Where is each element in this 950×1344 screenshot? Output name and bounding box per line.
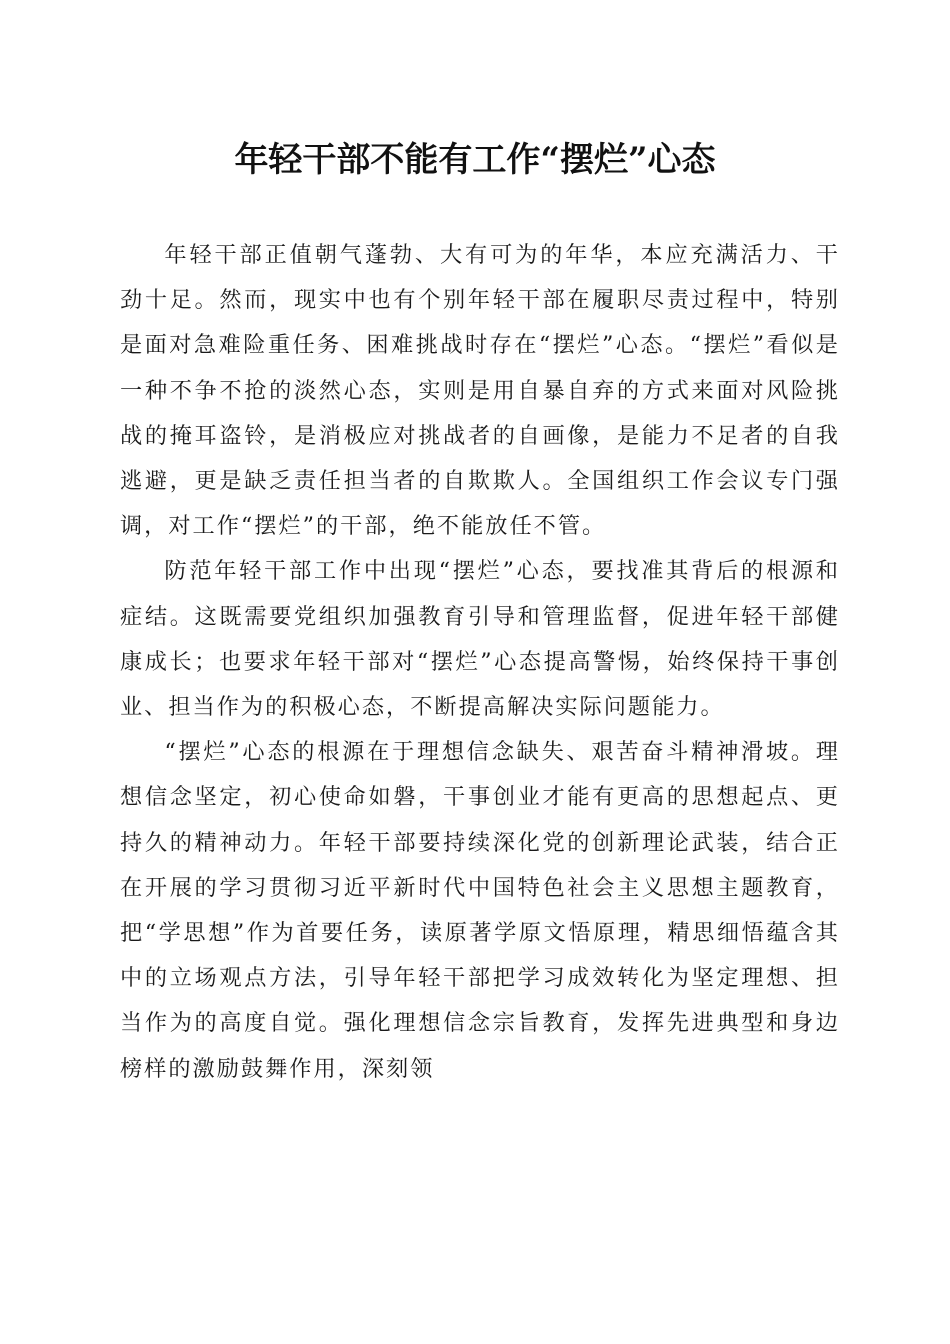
paragraph-1: 年轻干部正值朝气蓬勃、大有可为的年华，本应充满活力、干劲十足。然而，现实中也有个别年轻干部在履职尽责过程中，特别是面对急难险重任务、困难挑战时存在“摆烂”心态。“摆烂”看似是一种不争不抢的淡然心态，实则是用自暴自弃的方式来面对风险挑战的掩耳盗铃，是消极应对挑战者的自画像，是能力不足者的自我逃避，更是缺乏责任担当者的自欺欺人。全国组织工作会议专门强调，对工作“摆烂”的干部，绝不能放任不管。 <box>120 242 840 540</box>
document-body <box>120 233 840 1092</box>
paragraph-2: 防范年轻干部工作中出现“摆烂”心态，要找准其背后的根源和症结。这既需要党组织加强教育引导和管理监督，促进年轻干部健康成长；也要求年轻干部对“摆烂”心态提高警惕，始终保持干事创业、担当作为的积极心态，不断提高解决实际问题能力。 <box>120 558 840 721</box>
document-title: 年轻干部不能有工作“摆烂”心态 <box>234 140 716 180</box>
paragraph-3: “摆烂”心态的根源在于理想信念缺失、艰苦奋斗精神滑坡。理想信念坚定，初心使命如磐，干事创业才能有更高的思想起点、更持久的精神动力。年轻干部要持续深化党的创新理论武装，结合正在开展的学习贯彻习近平新时代中国特色社会主义思想主题教育，把“学思想”作为首要任务，读原著学原文悟原理，精思细悟蕴含其中的立场观点方法，引导年轻干部把学习成效转化为坚定理想、担当作为的高度自觉。强化理想信念宗旨教育，发挥先进典型和身边榜样的激励鼓舞作用，深刻领 <box>120 739 840 1082</box>
